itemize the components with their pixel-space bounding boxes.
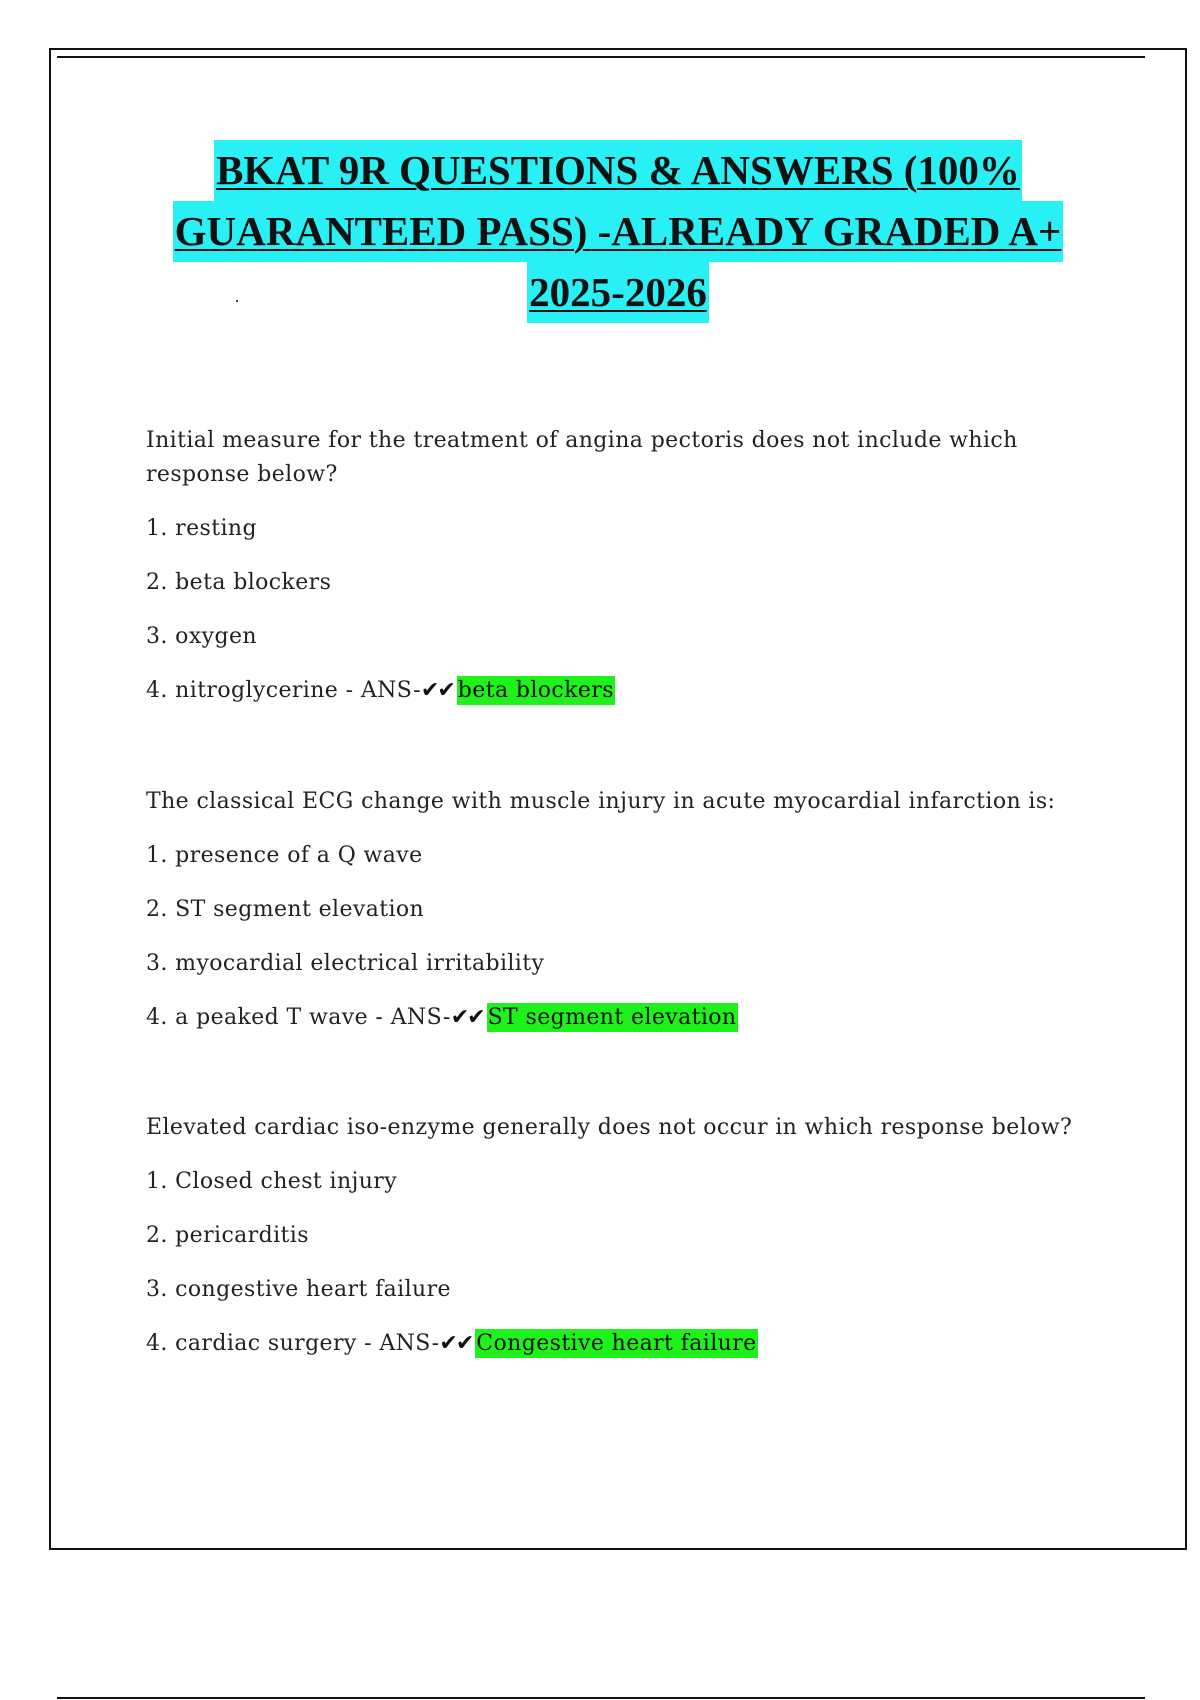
option-4: 4. nitroglycerine [146,678,339,703]
title-line-3: 2025-2026 [527,262,709,323]
option-3: 3. congestive heart failure [146,1277,451,1302]
answer-highlight: beta blockers [457,678,614,703]
stray-dot [236,300,238,302]
question-block-2 [146,785,1106,1055]
question-text: The classical ECG change with muscle injury in acute myocardial infarction is: [146,789,1056,814]
top-rule [57,56,1145,58]
answer-highlight: ST segment elevation [487,1005,737,1030]
question-block-3 [146,1111,1106,1381]
option-4-with-answer [146,1327,1106,1361]
question-text: Elevated cardiac iso-enzyme generally does not occur in which response below? [146,1115,1073,1140]
double-check-icon: ✔✔ [450,1005,484,1030]
answer-prefix: - ANS- [364,1331,440,1356]
option-2: 2. beta blockers [146,570,332,595]
answer-prefix: - ANS- [345,678,421,703]
document-title [49,140,1187,323]
option-3: 3. oxygen [146,624,257,649]
answer-prefix: - ANS- [375,1005,451,1030]
option-1: 1. Closed chest injury [146,1169,398,1194]
option-4: 4. a peaked T wave [146,1005,369,1030]
option-1: 1. presence of a Q wave [146,843,423,868]
option-2: 2. ST segment elevation [146,897,425,922]
option-4-with-answer [146,1001,1106,1035]
question-text: Initial measure for the treatment of angina pectoris does not include which response below? [146,428,1018,487]
option-4-with-answer [146,674,1106,708]
answer-highlight: Congestive heart failure [476,1331,757,1356]
question-block-1 [146,424,1106,728]
bottom-rule [57,1697,1145,1699]
title-line-2: GUARANTEED PASS) -ALREADY GRADED A+ [173,201,1064,262]
double-check-icon: ✔✔ [420,678,454,703]
option-3: 3. myocardial electrical irritability [146,951,545,976]
double-check-icon: ✔✔ [439,1331,473,1356]
option-1: 1. resting [146,516,257,541]
title-line-1: BKAT 9R QUESTIONS & ANSWERS (100% [214,140,1022,201]
option-2: 2. pericarditis [146,1223,309,1248]
option-4: 4. cardiac surgery [146,1331,357,1356]
